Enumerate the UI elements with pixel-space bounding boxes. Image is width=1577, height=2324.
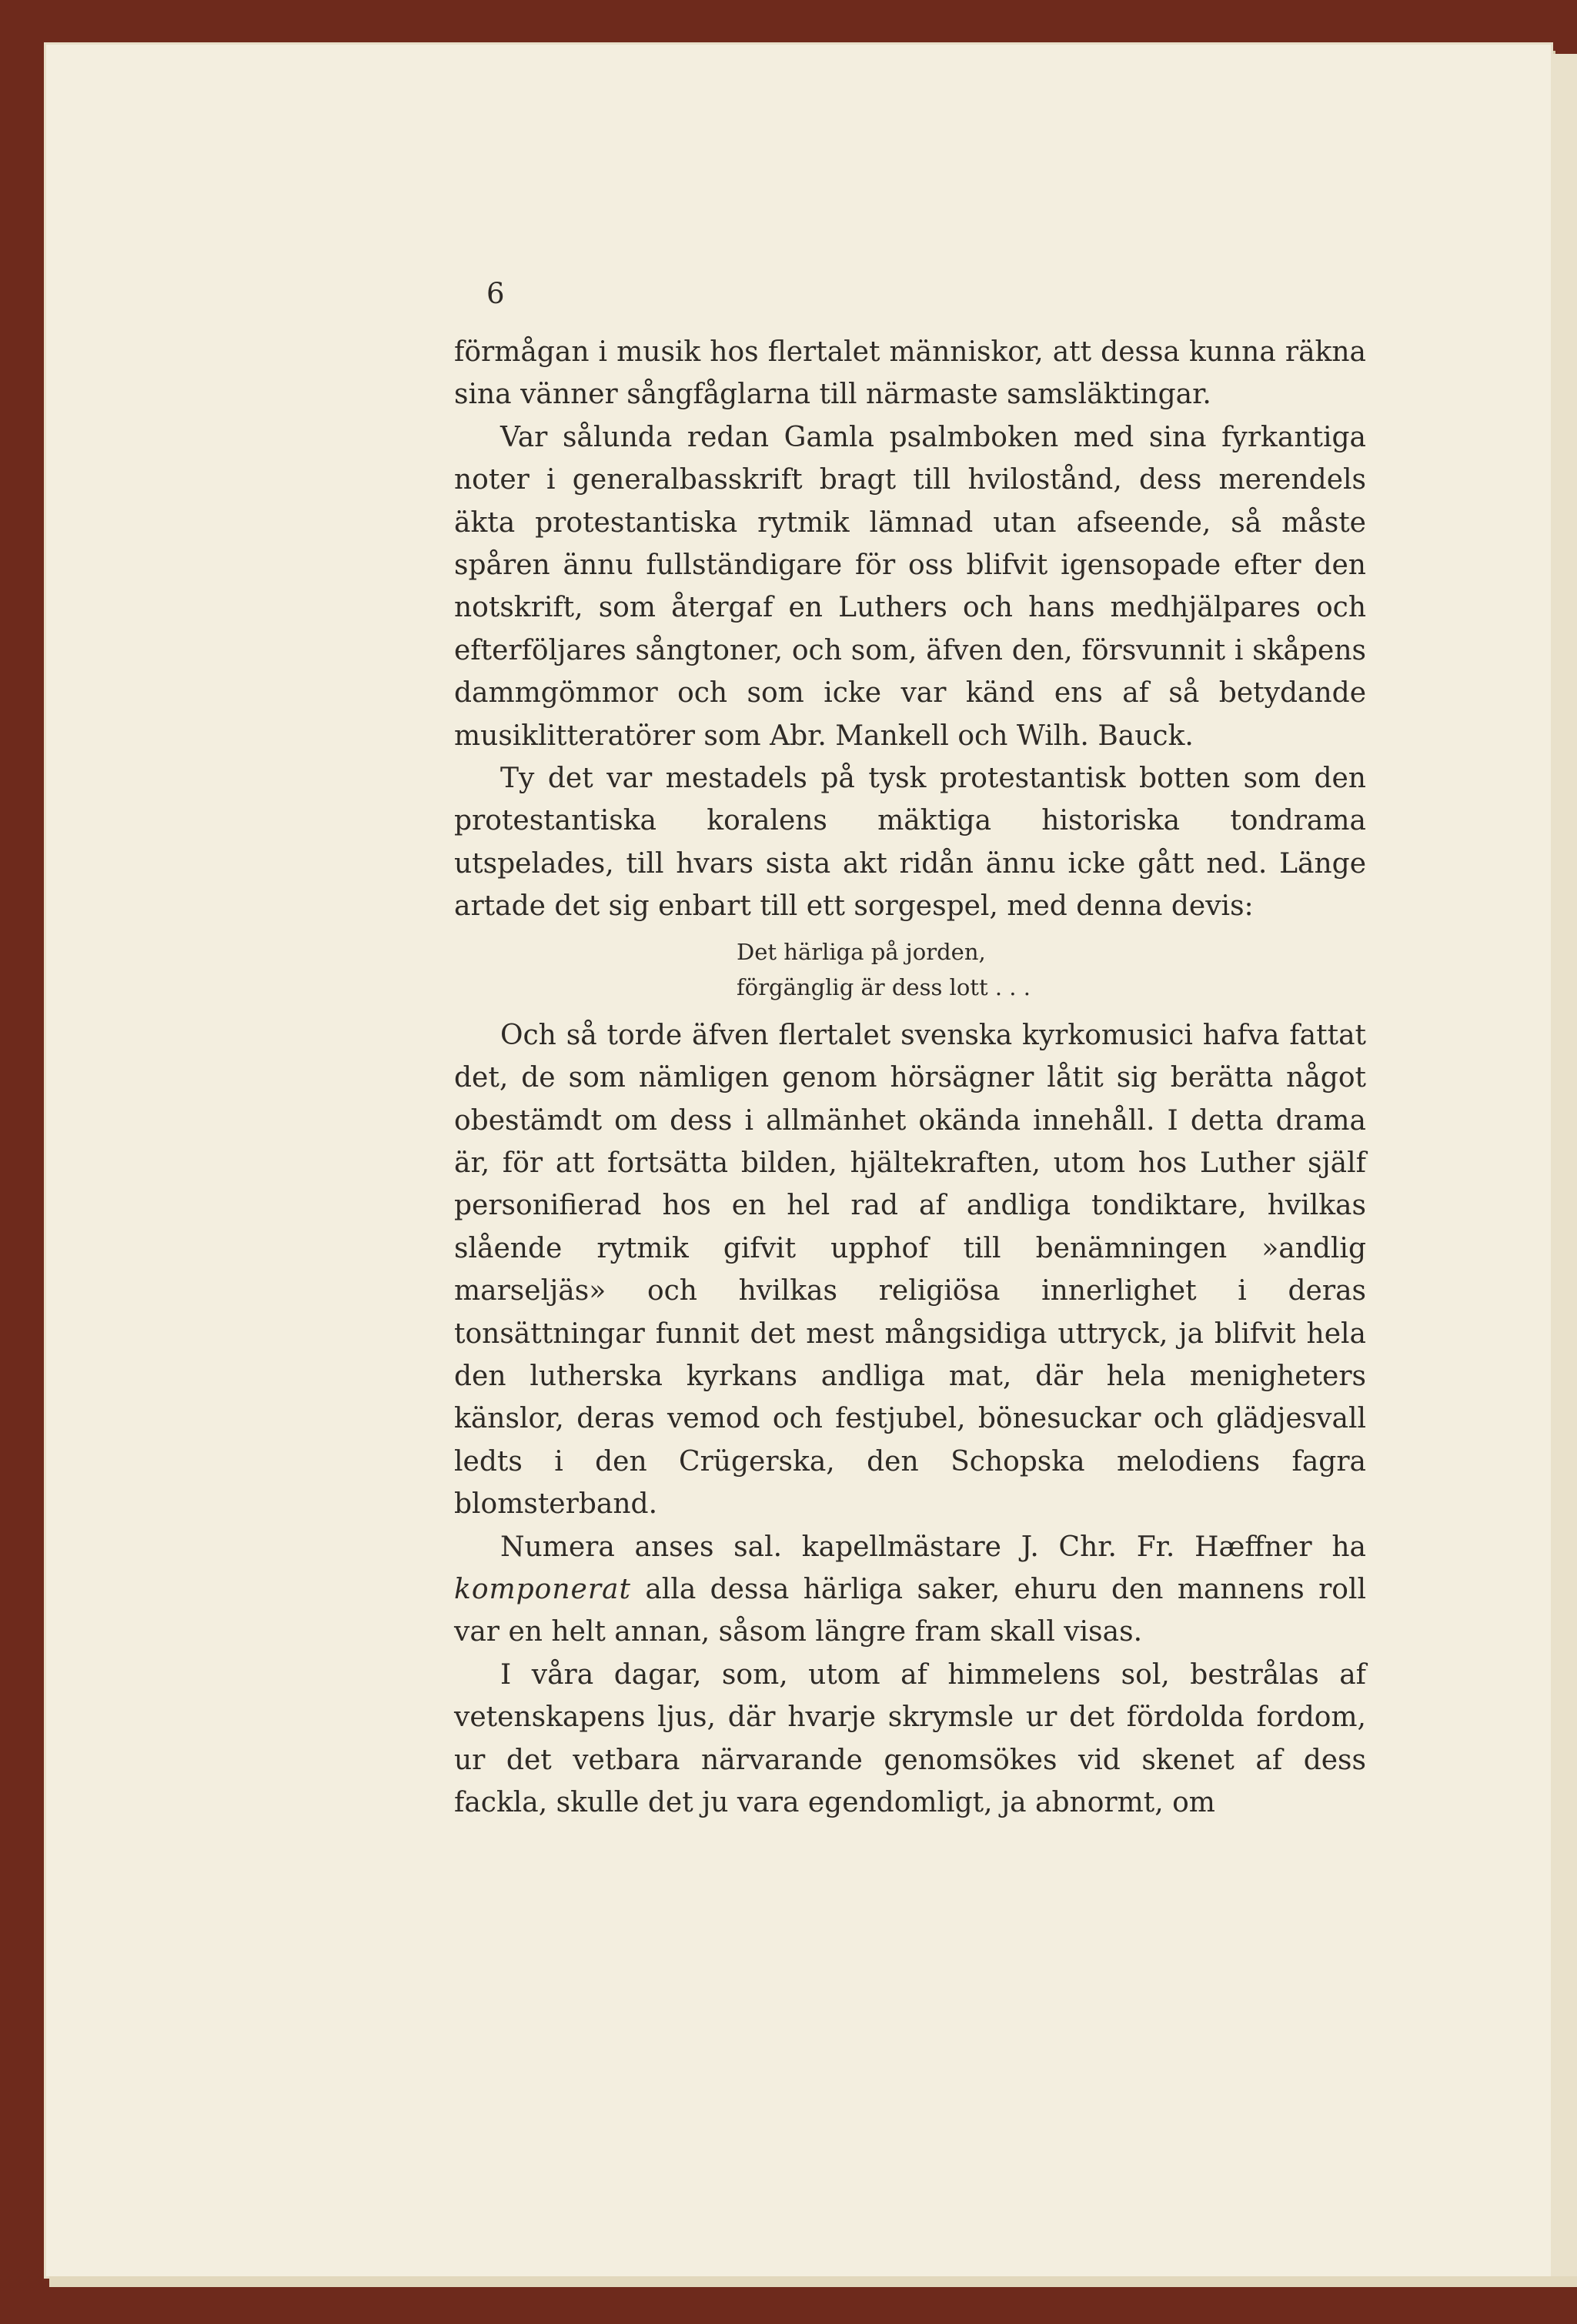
verse-quote bbox=[737, 934, 1366, 1005]
paragraph-text: alla dessa härliga saker, ehuru den mannens roll var en helt annan, såsom längre fram skall visas. bbox=[454, 1573, 1366, 1648]
paragraph: Och så torde äfven flertalet svenska kyrkomusici hafva fattat det, de som nämligen genom hörsägner låtit sig berätta något obestämdt om dess i allmänhet okända innehåll. I detta drama är, för att fortsätta bilden, hjältekraften, utom hos Luther själf personifierad hos en hel rad af andliga tondiktare, hvilkas slående rytmik gifvit upphof till benämningen »andlig marseljäs» och hvilkas religiösa innerlighet i deras tonsättningar funnit det mest mångsidiga uttryck, ja blifvit hela den lutherska kyrkans andliga mat, där hela menigheters känslor, deras vemod och festjubel, bönesuckar och glädjesvall ledts i den Crügerska, den Schopska melodiens fagra blomsterband. bbox=[454, 1019, 1366, 1521]
paragraph: förmågan i musik hos flertalet människor, att dessa kunna räkna sina vänner sångfåglarna till närmaste samsläktingar. bbox=[454, 336, 1366, 411]
verse-line: förgänglig är dess lott . . . bbox=[737, 973, 1031, 1000]
page-edge-right bbox=[1551, 54, 1577, 2278]
paragraph: Var sålunda redan Gamla psalmboken med sina fyrkantiga noter i generalbasskrift bragt till hvilostånd, dess merendels äkta protestantiska rytmik lämnad utan afseende, så måste spåren ännu fullständigare för oss blifvit igensopade efter den notskrift, som återgaf en Luthers och hans medhjälpares och efterföljares sångtoner, och som, äfven den, försvunnit i skåpens dammgömmor och som icke var känd ens af så betydande musiklitteratörer som Abr. Mankell och Wilh. Bauck. bbox=[454, 421, 1366, 752]
page-number: 6 bbox=[486, 277, 505, 310]
paragraph-text: Numera anses sal. kapellmästare J. Chr. Fr. Hæffner ha bbox=[500, 1531, 1366, 1563]
emphasized-word: komponerat bbox=[454, 1573, 631, 1605]
page-edge-bottom bbox=[49, 2276, 1577, 2287]
body-text bbox=[454, 331, 1366, 1824]
verse-line: Det härliga på jorden, bbox=[737, 938, 986, 965]
paragraph bbox=[454, 1526, 1366, 1654]
paragraph: Ty det var mestadels på tysk protestantisk botten som den protestantiska koralens mäktiga historiska tondrama utspelades, till hvars sista akt ridån ännu icke gått ned. Länge artade det sig enbart till ett sorgespel, med denna devis: bbox=[454, 763, 1366, 923]
paragraph: I våra dagar, som, utom af himmelens sol, bestrålas af vetenskapens ljus, där hvarje skrymsle ur det fördolda fordom, ur det vetbara närvarande genomsökes vid skenet af dess fackla, skulle det ju vara egendomligt, ja abnormt, om bbox=[454, 1658, 1366, 1818]
